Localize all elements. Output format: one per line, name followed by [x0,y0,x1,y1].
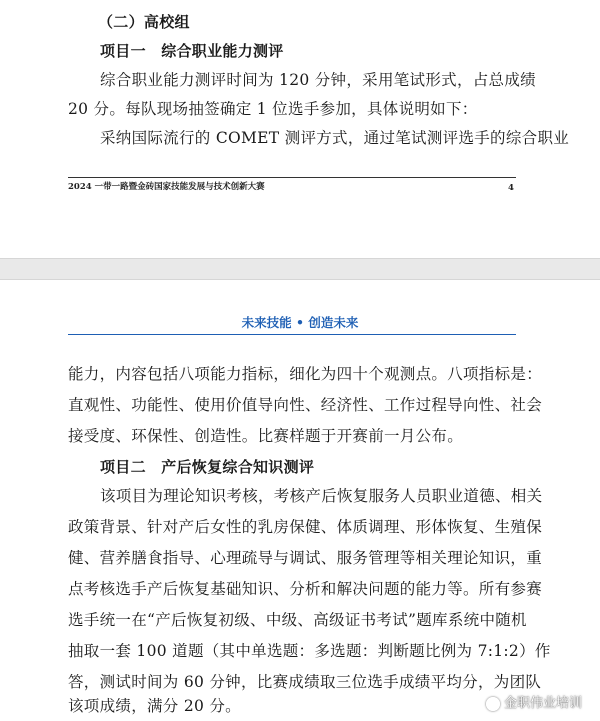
paragraph-line: 政策背景、针对产后女性的乳房保健、体质调理、形体恢复、生殖保 [68,518,543,536]
paragraph-line: 直观性、功能性、使用价值导向性、经济性、工作过程导向性、社会 [68,396,543,414]
paragraph-line: 20 分。每队现场抽签确定 1 位选手参加，具体说明如下： [68,100,478,118]
paragraph-line: 健、营养膳食指导、心理疏导与调试、服务管理等相关理论知识，重 [68,549,543,567]
footer-rule [68,177,516,178]
watermark-text: 金职伟业培训 [503,696,582,711]
paragraph-line: 该项目为理论知识考核，考核产后恢复服务人员职业道德、相关 [100,487,543,505]
paragraph-line: 该项成绩，满分 20 分。 [68,697,241,715]
paragraph-line: 抽取一套 100 道题（其中单选题：多选题：判断题比例为 7:1:2）作 [68,642,551,660]
page-separator [0,258,600,280]
section-heading: （二）高校组 [98,13,190,31]
paragraph-line: 采纳国际流行的 COMET 测评方式，通过笔试测评选手的综合职业 [100,129,570,147]
paragraph-line: 点考核选手产后恢复基础知识、分析和解决问题的能力等。所有参赛 [68,580,543,598]
header-rule [68,334,516,335]
paragraph-line: 综合职业能力测评时间为 120 分钟，采用笔试形式，占总成绩 [100,71,536,89]
project1-title: 项目一 综合职业能力测评 [100,42,284,60]
paragraph-line: 选手统一在“产后恢复初级、中级、高级证书考试”题库系统中随机 [68,611,527,629]
document-page-bottom [0,280,600,721]
footer-title: 2024 一带一路暨金砖国家技能发展与技术创新大赛 [68,182,265,192]
document-page-top [0,0,600,258]
watermark [486,695,582,713]
paragraph-line: 能力，内容包括八项能力指标，细化为四十个观测点。八项指标是： [68,365,543,383]
project2-title: 项目二 产后恢复综合知识测评 [100,458,315,476]
paragraph-line: 接受度、环保性、创造性。比赛样题于开赛前一月公布。 [68,427,464,445]
footer-page-number: 4 [508,183,514,193]
running-header: 未来技能 • 创造未来 [241,315,359,330]
watermark-logo-icon [486,697,500,711]
paragraph-line: 答，测试时间为 60 分钟，比赛成绩取三位选手成绩平均分，为团队 [68,673,542,691]
